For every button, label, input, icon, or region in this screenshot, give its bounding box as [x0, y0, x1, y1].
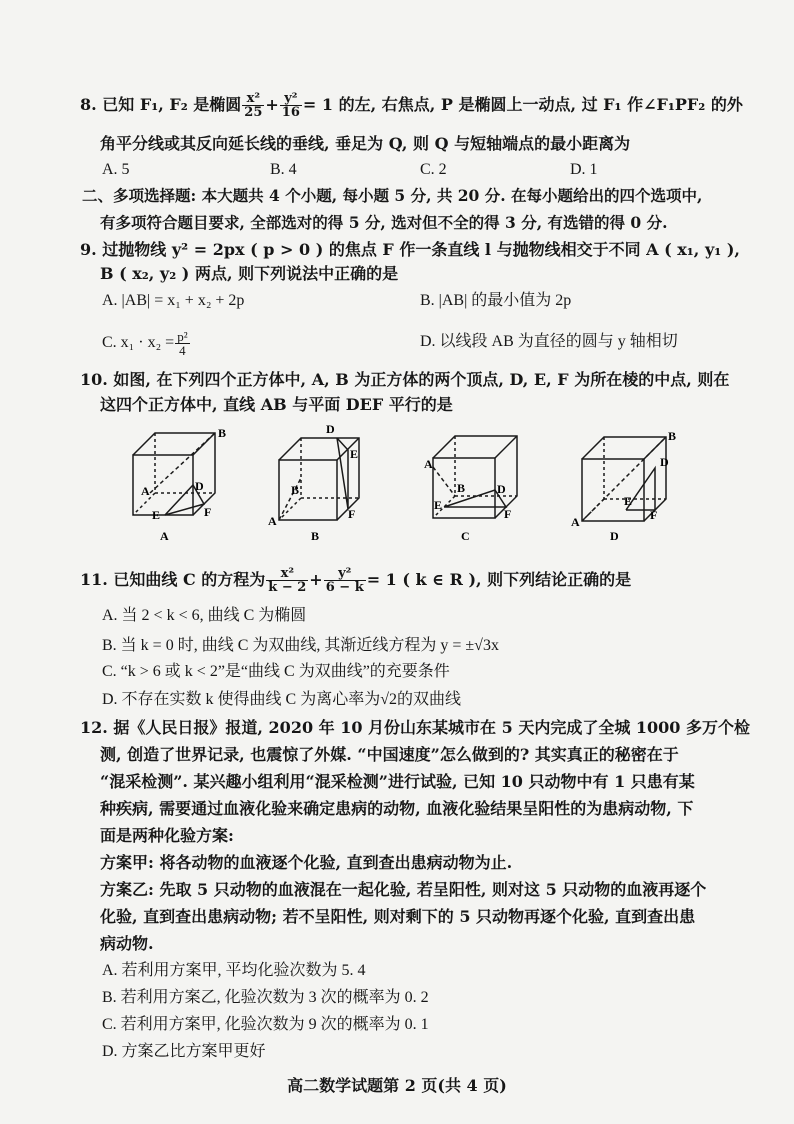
- q8-option-a: A. 5: [102, 161, 130, 178]
- q11-frac1-num: x²: [266, 567, 308, 581]
- q8-text-a: 8. 已知 F₁, F₂ 是椭圆: [80, 95, 242, 114]
- cube-c-vertex-d: D: [497, 482, 506, 496]
- q12-plan-b-line3: 病动物.: [100, 934, 154, 953]
- section2-heading-line2: 有多项符合题目要求, 全部选对的得 5 分, 选对但不全的得 3 分, 有选错的得 0 分.: [100, 213, 668, 232]
- cube-a-vertex-b: B: [218, 426, 227, 440]
- cube-a-label: A: [160, 529, 169, 543]
- q9-option-d: D. 以线段 AB 为直径的圆与 y 轴相切: [420, 333, 678, 350]
- q11-option-a: A. 当 2 < k < 6, 曲线 C 为椭圆: [102, 607, 307, 624]
- q8-text-b: = 1 的左, 右焦点, P 是椭圆上一动点, 过 F₁ 作∠F₁PF₂ 的外: [302, 95, 743, 114]
- q12-option-a: A. 若利用方案甲, 平均化验次数为 5. 4: [102, 962, 366, 979]
- q9-optc-fraction: [175, 330, 189, 357]
- q9-optc-den: 4: [179, 343, 186, 358]
- q8-line2: 角平分线或其反向延长线的垂线, 垂足为 Q, 则 Q 与短轴端点的最小距离为: [100, 134, 631, 153]
- q9-optc-text: C. x₁ · x₂ =: [102, 334, 175, 352]
- section2-heading-line1: 二、多项选择题: 本大题共 4 个小题, 每小题 5 分, 共 20 分. 在每小题给出的四个选项中,: [82, 186, 703, 205]
- cube-a-vertex-d: D: [195, 479, 204, 493]
- cube-b-vertex-a: A: [268, 514, 277, 528]
- cube-a-vertex-e: E: [152, 508, 161, 522]
- q10-line2: 这四个正方体中, 直线 AB 与平面 DEF 平行的是: [100, 395, 453, 414]
- cube-a-vertex-a: A: [141, 484, 150, 498]
- q8-plus: +: [265, 95, 279, 114]
- q11-fraction-1: [266, 567, 308, 594]
- q11-plus: +: [309, 570, 323, 589]
- q9-option-b: B. |AB| 的最小值为 2p: [420, 292, 572, 309]
- cube-c-vertex-a: A: [424, 457, 433, 471]
- q8-fraction-1: [242, 92, 264, 119]
- q12-line3: “混采检测”. 某兴趣小组利用“混采检测”进行试验, 已知 10 只动物中有 1 只患有某: [100, 772, 695, 791]
- cube-b: [279, 438, 359, 520]
- q8-fraction-2: [280, 92, 302, 119]
- q11-stem: [80, 567, 631, 594]
- cube-c-vertex-f: F: [504, 507, 512, 521]
- cube-b-vertex-e: E: [350, 447, 359, 461]
- q8-option-c: C. 2: [420, 161, 447, 178]
- cube-c-vertex-b: B: [457, 481, 466, 495]
- q11-option-b: B. 当 k = 0 时, 曲线 C 为双曲线, 其渐近线方程为 y = ±√3x: [102, 637, 499, 654]
- cube-c-label: C: [461, 529, 470, 543]
- q11-option-d: D. 不存在实数 k 使得曲线 C 为离心率为√2的双曲线: [102, 691, 462, 708]
- cube-b-label: B: [311, 529, 320, 543]
- cube-d-vertex-a: A: [571, 515, 580, 529]
- q12-plan-b-line1: 方案乙: 先取 5 只动物的血液混在一起化验, 若呈阳性, 则对这 5 只动物的血液再逐个: [100, 880, 707, 899]
- q9-optc-num: p²: [177, 329, 188, 344]
- q12-line1: 12. 据《人民日报》报道, 2020 年 10 月份山东某城市在 5 天内完成了全城 1000 多万个检: [80, 718, 751, 737]
- q9-line1: 9. 过抛物线 y² = 2px ( p > 0 ) 的焦点 F 作一条直线 l 与抛物线相交于不同 A ( x₁, y₁ ),: [80, 240, 740, 259]
- q8-option-d: D. 1: [570, 161, 598, 178]
- q9-line2: B ( x₂, y₂ ) 两点, 则下列说法中正确的是: [100, 264, 399, 283]
- q9-option-c: [102, 330, 191, 357]
- q9-option-a: A. |AB| = x₁ + x₂ + 2p: [102, 292, 245, 309]
- q8-frac2-num: y²: [280, 92, 302, 106]
- cube-c: [433, 436, 517, 518]
- cube-b-vertex-f: F: [348, 507, 356, 521]
- q12-option-b: B. 若利用方案乙, 化验次数为 3 次的概率为 0. 2: [102, 989, 429, 1006]
- cube-b-vertex-d: D: [326, 425, 335, 436]
- q12-line4: 种疾病, 需要通过血液化验来确定患病的动物, 血液化验结果呈阳性的为患病动物, 下: [100, 799, 694, 818]
- q11-frac1-den: k − 2: [268, 580, 307, 595]
- q11-frac2-num: y²: [324, 567, 366, 581]
- cube-a: [133, 433, 215, 515]
- q8-frac2-den: 16: [281, 105, 300, 120]
- q12-plan-b-line2: 化验, 直到查出患病动物; 若不呈阳性, 则对剩下的 5 只动物再逐个化验, 直到查出患: [100, 907, 696, 926]
- q8-frac1-num: x²: [242, 92, 264, 106]
- cube-d-label: D: [610, 529, 619, 543]
- cube-c-vertex-e: E: [434, 498, 443, 512]
- q12-option-d: D. 方案乙比方案甲更好: [102, 1043, 266, 1060]
- q8-frac1-den: 25: [244, 105, 263, 120]
- q11-stem-pre: 11. 已知曲线 C 的方程为: [80, 570, 266, 589]
- q11-option-c: C. “k > 6 或 k < 2”是“曲线 C 为双曲线”的充要条件: [102, 663, 450, 680]
- q12-plan-a: 方案甲: 将各动物的血液逐个化验, 直到查出患病动物为止.: [100, 853, 513, 872]
- q8-line1: [80, 92, 743, 119]
- q11-fraction-2: [324, 567, 366, 594]
- cube-d-vertex-e: E: [624, 494, 633, 508]
- cube-d-vertex-b: B: [668, 429, 677, 443]
- q8-option-b: B. 4: [270, 161, 297, 178]
- cube-d-vertex-d: D: [660, 455, 669, 469]
- q10-cube-figures: [0, 425, 794, 547]
- q12-line5: 面是两种化验方案:: [100, 826, 234, 845]
- q12-line2: 测, 创造了世界记录, 也震惊了外媒. “中国速度”怎么做到的? 其实真正的秘密在于: [100, 745, 679, 764]
- q11-stem-post: = 1 ( k ∈ R ), 则下列结论正确的是: [366, 570, 632, 589]
- cube-b-vertex-b: B: [291, 483, 300, 497]
- q10-line1: 10. 如图, 在下列四个正方体中, A, B 为正方体的两个顶点, D, E, F 为所在棱的中点, 则在: [80, 370, 730, 389]
- cube-a-vertex-f: F: [204, 505, 212, 519]
- q12-option-c: C. 若利用方案甲, 化验次数为 9 次的概率为 0. 1: [102, 1016, 429, 1033]
- page-footer: 高二数学试题第 2 页(共 4 页): [287, 1076, 507, 1095]
- q11-frac2-den: 6 − k: [325, 580, 364, 595]
- cube-d-vertex-f: F: [650, 508, 658, 522]
